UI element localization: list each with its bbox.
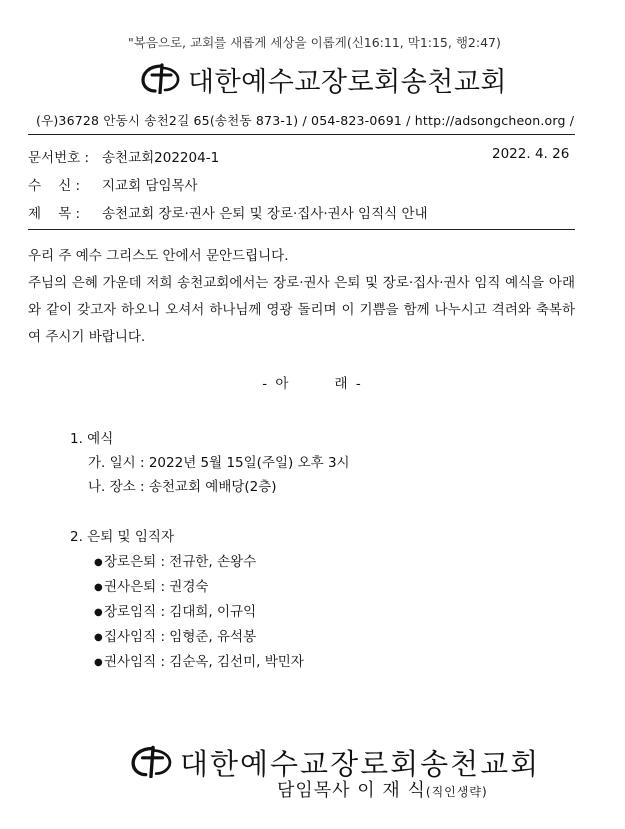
list-item: ●장로임직 : 김대희, 이규익 [94,604,257,620]
section-ceremony-title: 1. 예식 [70,431,114,447]
bullet-icon: ● [94,657,103,668]
subject-label: 제 목 : [28,206,81,222]
subject-row [28,202,428,222]
list-item: ●집사임직 : 임형준, 유석봉 [94,629,257,645]
ceremony-place: 나. 장소 : 송천교회 예배당(2층) [88,479,277,495]
list-item: ●장로은퇴 : 전규한, 손왕수 [94,554,257,570]
section-people-title: 2. 은퇴 및 임직자 [70,529,174,545]
pastor-name: 담임목사 이 재 식 [277,780,426,801]
bullet-icon: ● [94,557,103,568]
list-item: ●권사임직 : 김순옥, 김선미, 박민자 [94,654,304,670]
letter-body [28,243,575,351]
doc-number-row [28,146,219,166]
cross-emblem-icon [130,744,174,782]
header-verse: "복음으로, 교회를 새롭게 세상을 이롭게(신16:11, 막1:15, 행2:47) [128,35,501,50]
bullet-icon: ● [94,582,103,593]
doc-number-value: 송천교회202204-1 [102,150,220,166]
church-header [140,60,507,99]
doc-number-label: 문서번호 : [28,150,90,166]
greeting: 우리 주 예수 그리스도 안에서 문안드립니다. [28,248,289,264]
list-item: ●권사은퇴 : 권경숙 [94,579,209,595]
doc-date: 2022. 4. 26 [492,146,570,162]
recipient-row [28,174,198,194]
ara-heading: - 아 래 - [262,376,363,392]
recipient-value: 지교회 담임목사 [102,178,198,194]
ceremony-date: 가. 일시 : 2022년 5월 15일(주일) 오후 3시 [88,455,350,471]
pastor-signature [277,776,488,802]
church-name-header: 대한예수교장로회송천교회 [188,67,507,98]
recipient-label: 수 신 : [28,178,81,194]
church-name-footer: 대한예수교장로회송천교회 [180,747,541,781]
bullet-icon: ● [94,632,103,643]
bullet-icon: ● [94,607,103,618]
seal-note: (직인생략) [425,785,488,799]
body-paragraph: 주님의 은혜 가운데 저희 송천교회에서는 장로·권사 은퇴 및 장로·집사·권사 임직 예식을 아래와 같이 갖고자 하오니 오셔서 하나님께 영광 돌리며 이 기쁨을 함께 나누시고 격려와 축복하여 주시기 바랍니다. [28,275,575,345]
church-address: (우)36728 안동시 송천2길 65(송천동 873-1) / 054-823-0691 / http://adsongcheon.org / [36,113,575,128]
subject-value: 송천교회 장로·권사 은퇴 및 장로·집사·권사 임직식 안내 [102,206,428,222]
cross-emblem-icon [140,62,182,98]
divider-meta [28,229,575,230]
divider-top [28,134,575,135]
